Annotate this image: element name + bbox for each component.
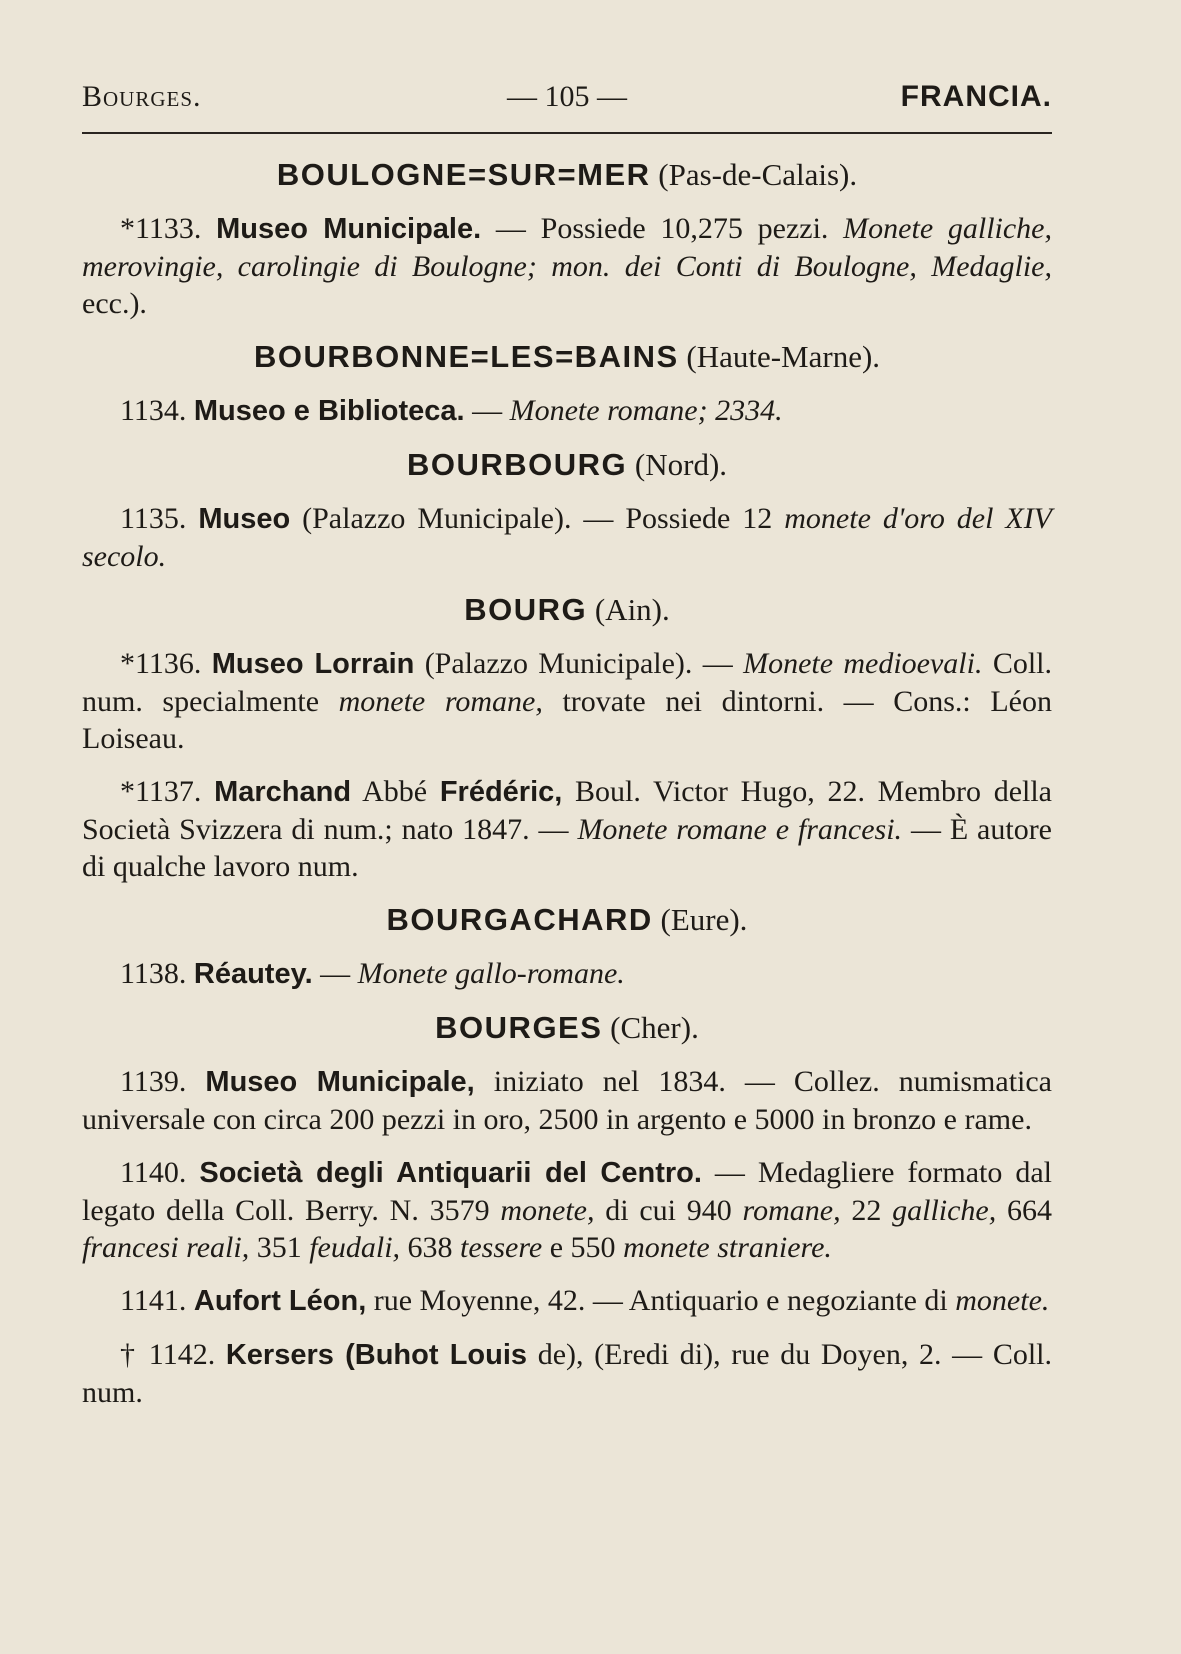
entry-text: (Palazzo Municipale). —	[414, 647, 744, 680]
running-head-right: FRANCIA.	[900, 80, 1052, 113]
entry-italic: francesi reali,	[82, 1231, 250, 1264]
entry-number: 1135.	[120, 502, 199, 535]
entry-italic: feudali,	[309, 1231, 401, 1264]
city-name: BOURG	[464, 592, 588, 627]
city-name: BOULOGNE=SUR=MER	[276, 157, 651, 192]
entry-1142	[82, 1336, 1052, 1411]
entry-1141	[82, 1282, 1052, 1320]
city-heading	[82, 338, 1052, 376]
city-region: (Ain).	[594, 592, 670, 627]
entry-text: ecc.).	[82, 287, 147, 320]
header-rule	[82, 132, 1052, 134]
entry-1137	[82, 773, 1052, 885]
entry-italic: Monete romane; 2334.	[509, 394, 783, 427]
page-number: — 105 —	[507, 80, 627, 113]
entry-name: Kersers (Buhot Louis	[225, 1339, 528, 1371]
entry-text: Abbé	[351, 775, 440, 808]
entry-italic: Monete gallo-romane.	[357, 957, 625, 990]
city-region: (Nord).	[634, 447, 728, 482]
city-heading	[82, 446, 1052, 484]
entry-1136	[82, 645, 1052, 757]
entry-number: 1140.	[120, 1156, 200, 1189]
entry-text: e 550	[542, 1231, 624, 1264]
entry-italic: tessere	[460, 1231, 543, 1264]
entry-1133	[82, 210, 1052, 322]
entry-text: 638	[400, 1231, 461, 1264]
entry-text: 22	[840, 1194, 893, 1227]
city-name: BOURGES	[435, 1010, 603, 1045]
entry-italic: Monete galliche, merovingie, carolingie di Boulogne; mon. dei Conti di Boulogne, Medaglie,	[82, 212, 1053, 283]
entry-text: — È autore di qualche lavoro num.	[82, 813, 1053, 883]
entry-text: (Palazzo Municipale). — Possiede 12	[290, 502, 785, 535]
city-region: (Pas-de-Calais).	[658, 157, 858, 192]
entry-name: Frédéric,	[439, 776, 563, 808]
entry-name: Marchand	[214, 776, 352, 808]
city-region: (Eure).	[660, 902, 748, 937]
city-name: BOURBONNE=LES=BAINS	[253, 339, 679, 374]
entry-name: Museo Lorrain	[211, 648, 415, 680]
entry-name: Museo Municipale,	[205, 1066, 475, 1098]
city-heading	[82, 591, 1052, 629]
entry-text: de), (Eredi di), rue du Doyen, 2. — Coll. num.	[82, 1338, 1052, 1409]
book-page	[82, 72, 1052, 1427]
entry-italic: monete,	[500, 1194, 595, 1227]
entry-name: Réautey.	[193, 958, 313, 990]
entry-text: — Medagliere formato dal legato della Coll. Berry. N. 3579	[82, 1156, 1053, 1227]
entry-1139	[82, 1063, 1052, 1138]
entry-1140	[82, 1154, 1052, 1266]
city-region: (Haute-Marne).	[686, 339, 881, 374]
entry-1135	[82, 500, 1052, 575]
entry-text: rue Moyenne, 42. — Antiquario e negoziante di	[366, 1284, 956, 1317]
entry-number: † 1142.	[120, 1338, 226, 1371]
entry-1134	[82, 392, 1052, 430]
entry-text: —	[464, 394, 510, 427]
entry-number: *1133.	[120, 212, 217, 245]
entry-italic: galliche,	[892, 1194, 997, 1227]
entry-italic: monete.	[955, 1284, 1050, 1317]
entry-number: *1137.	[120, 775, 215, 808]
city-name: BOURGACHARD	[386, 902, 653, 937]
entry-italic: romane,	[742, 1194, 841, 1227]
entry-name: Museo Municipale.	[216, 213, 482, 245]
entry-text: iniziato nel 1834. — Collez. numismatica universale con circa 200 pezzi in oro, 2500 in argento e 5000 in bronzo e rame.	[82, 1065, 1052, 1136]
city-name: BOURBOURG	[406, 447, 628, 482]
entry-name: Società degli Antiquarii del Centro.	[199, 1157, 702, 1189]
entry-name: Museo	[198, 503, 291, 535]
entry-number: *1136.	[120, 647, 212, 680]
entry-italic: monete d'oro del XIV secolo.	[82, 502, 1053, 573]
entry-text: 351	[249, 1231, 310, 1264]
entry-text: 664	[996, 1194, 1053, 1227]
entry-italic: monete straniere.	[623, 1231, 832, 1264]
entry-1138	[82, 955, 1052, 993]
city-heading	[82, 901, 1052, 939]
entry-name: Aufort Léon,	[193, 1285, 367, 1317]
running-head-left: Bourges.	[82, 80, 202, 113]
city-heading	[82, 156, 1052, 194]
entry-number: 1134.	[120, 394, 194, 427]
entry-number: 1139.	[120, 1065, 206, 1098]
entry-italic: monete romane,	[338, 685, 543, 718]
entry-text: —	[312, 957, 358, 990]
entry-text: Boul. Victor Hugo, 22. Membro della Società Svizzera di num.; nato 1847. —	[82, 775, 1052, 846]
entry-text: trovate nei dintorni. — Cons.: Léon Loiseau.	[82, 685, 1052, 755]
entry-name: Museo e Biblioteca.	[193, 395, 465, 427]
entry-italic: Monete medioevali.	[743, 647, 983, 680]
city-heading	[82, 1009, 1052, 1047]
city-region: (Cher).	[610, 1010, 699, 1045]
entry-text: — Possiede 10,275 pezzi.	[481, 212, 844, 245]
entry-number: 1138.	[120, 957, 194, 990]
running-head	[82, 72, 1052, 124]
entry-text: di cui 940	[594, 1194, 743, 1227]
entry-number: 1141.	[120, 1284, 194, 1317]
entry-text: Coll. num. specialmente	[82, 647, 1052, 718]
entry-italic: Monete romane e francesi.	[577, 813, 903, 846]
